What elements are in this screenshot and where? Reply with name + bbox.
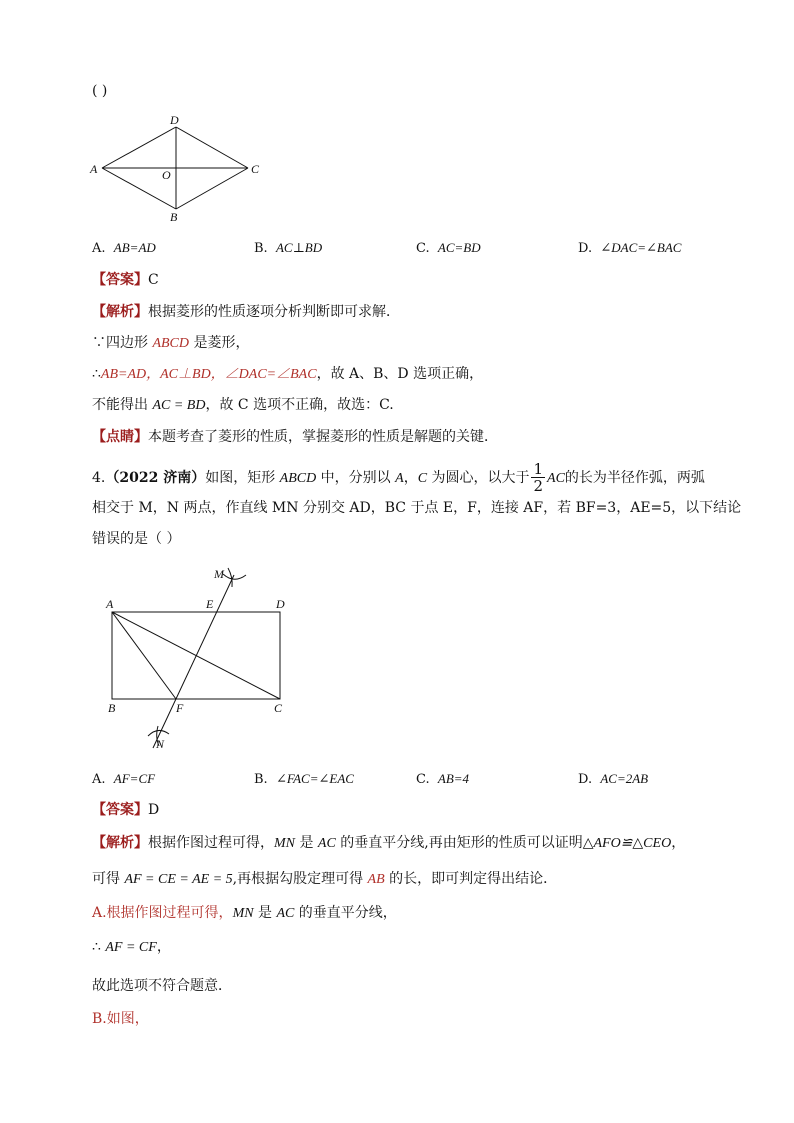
line-mn	[153, 575, 234, 748]
rhombus-figure	[88, 112, 268, 224]
answer-paren: ( )	[92, 83, 108, 99]
label-A: A	[90, 162, 98, 176]
label-D: D	[170, 113, 179, 127]
label-D: D	[276, 597, 285, 611]
arc-near-m	[223, 574, 246, 579]
fraction-one-half: $\frac{1}{2}$	[533, 460, 544, 495]
label-F: F	[176, 701, 184, 715]
label-M: M	[214, 567, 224, 581]
q4-option-a: A. AF=CF	[92, 771, 156, 787]
q4-answer: 【答案】D	[92, 802, 160, 818]
q4-sub-a-line3: 故此选项不符合题意．	[92, 978, 232, 994]
rhombus-side-cb	[176, 168, 248, 209]
q4-stem-line2: 相交于 M，N 两点，作直线 MN 分别交 AD，BC 于点 E，F，连接 AF，若 BF=3，AE=5，以下结论	[92, 500, 742, 516]
q4-stem-line1: 4.（2022 济南）如图，矩形 ABCD 中，分别以 A，C 为圆心，以大于 $\frac{1}{2}$ AC的长为半径作弧，两弧	[92, 460, 705, 495]
q3-analysis-line2: ∴AB=AD，AC⊥BD，∠DAC=∠BAC，故 A、B、D 选项正确，	[92, 366, 484, 382]
q3-analysis-line1: ∵四边形 ABCD 是菱形，	[92, 335, 250, 351]
q3-comment: 【点睛】本题考查了菱形的性质，掌握菱形的性质是解题的关键．	[92, 429, 498, 445]
label-C: C	[251, 162, 260, 176]
q4-option-d: D. AC=2AB	[578, 771, 649, 787]
q3-option-a: A. AB=AD	[92, 240, 156, 256]
q4-analysis-line1: 【解析】根据作图过程可得，MN 是 AC 的垂直平分线,再由矩形的性质可以证明△AFO≌△CEO，	[92, 835, 686, 851]
q3-answer: 【答案】C	[92, 272, 159, 288]
rhombus-side-ad	[102, 127, 176, 168]
q3-analysis: 【解析】根据菱形的性质逐项分析判断即可求解．	[92, 304, 400, 320]
q4-sub-b-line1: B.如图，	[92, 1011, 149, 1027]
label-E: E	[206, 597, 214, 611]
label-B: B	[170, 210, 178, 224]
rectangle-figure	[100, 562, 300, 758]
q4-sub-a-line1: A.根据作图过程可得，MN 是 AC 的垂直平分线，	[92, 905, 397, 921]
q3-analysis-line3: 不能得出 AC = BD，故 C 选项不正确，故选：C.	[92, 397, 394, 413]
label-B: B	[108, 701, 116, 715]
segment-af	[112, 612, 176, 699]
q3-option-c: C. AC=BD	[416, 240, 481, 256]
q4-option-c: C. AB=4	[416, 771, 470, 787]
rhombus-side-dc	[176, 127, 248, 168]
q3-option-d: D. ∠DAC=∠BAC	[578, 240, 682, 256]
q4-analysis-line2: 可得 AF = CE = AE = 5,再根据勾股定理可得 AB 的长，即可判定得出结论．	[92, 871, 558, 887]
q4-option-b: B. ∠FAC=∠EAC	[254, 771, 354, 787]
label-O: O	[162, 168, 171, 182]
label-C: C	[274, 701, 283, 715]
label-N: N	[156, 737, 165, 751]
q4-stem-line3: 错误的是（ ）	[92, 531, 181, 547]
q4-sub-a-line2: ∴ AF = CF，	[92, 939, 171, 955]
label-A: A	[106, 597, 114, 611]
q3-option-b: B. AC⊥BD	[254, 240, 323, 256]
